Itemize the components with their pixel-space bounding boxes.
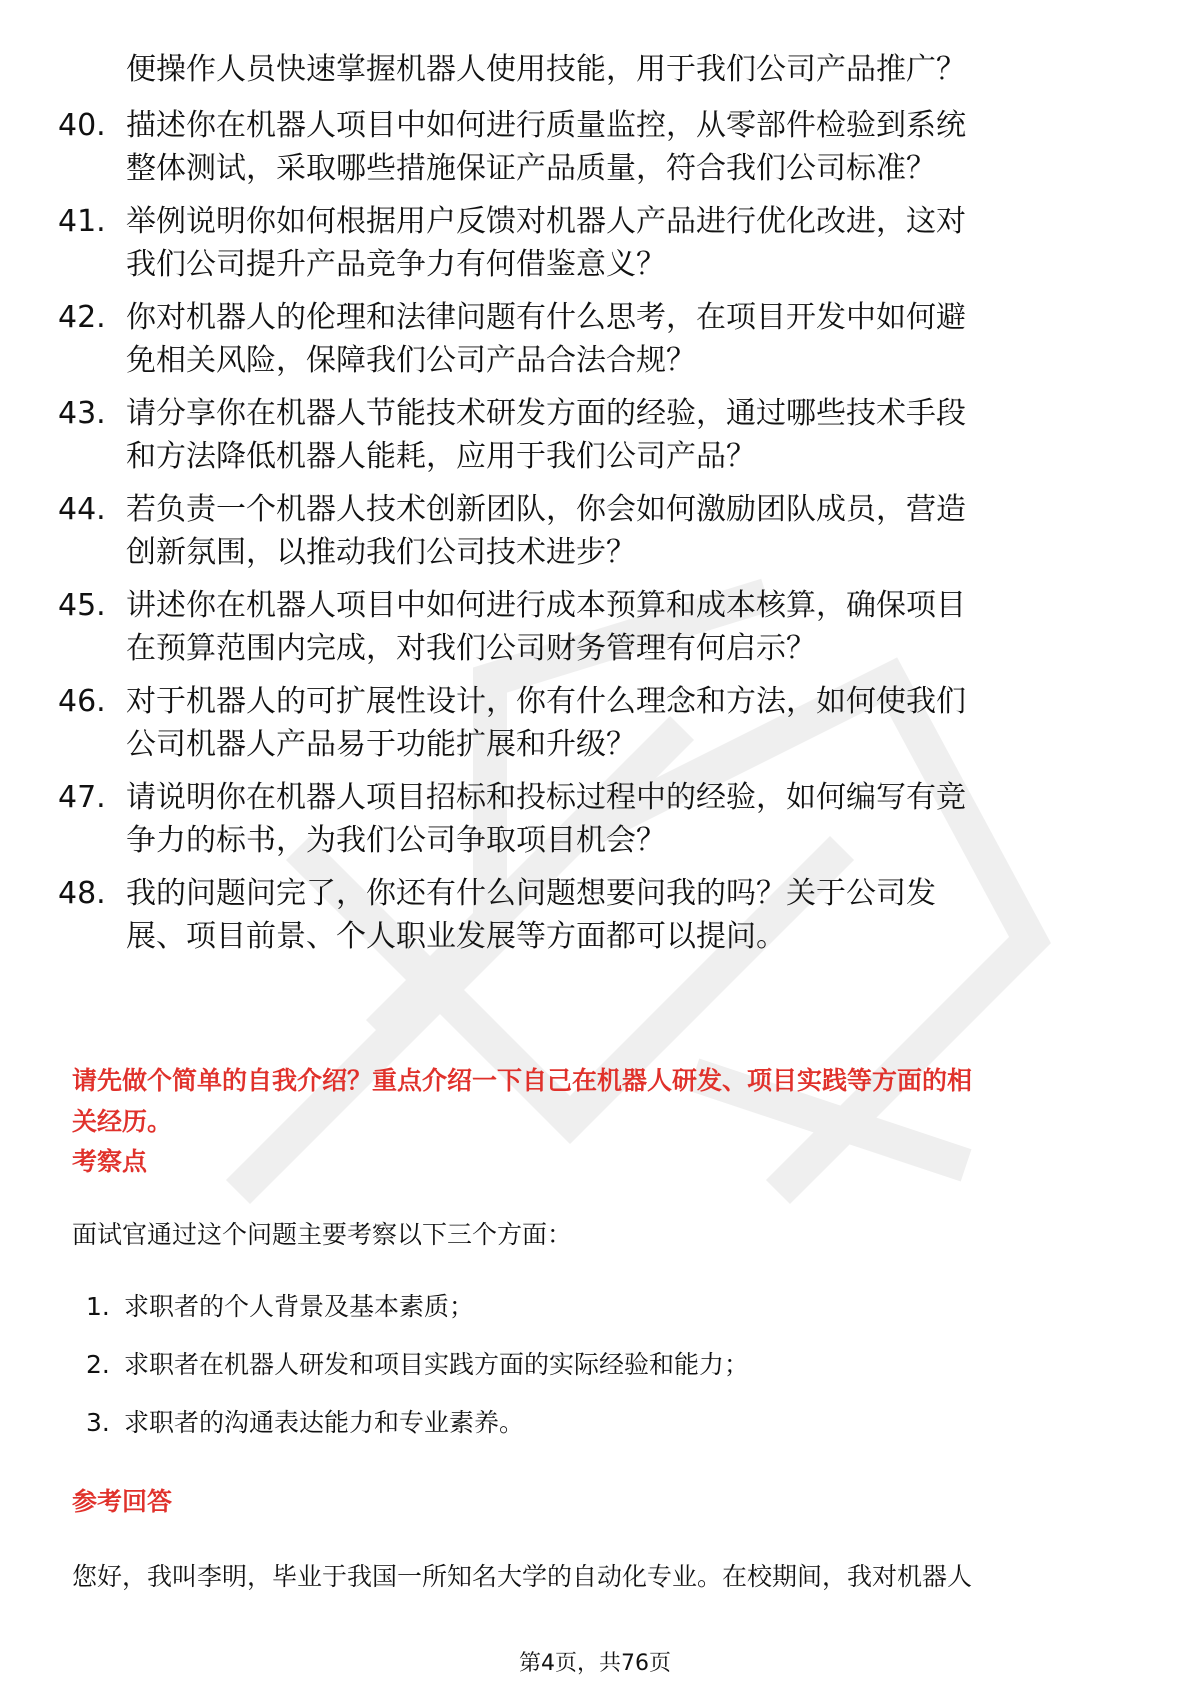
question-number: 42.	[58, 300, 106, 335]
question-text-line: 创新氛围，以推动我们公司技术进步？	[126, 535, 636, 570]
question-item	[58, 584, 1118, 670]
list-item	[86, 1348, 749, 1382]
page-number: 第4页，共76页	[519, 1651, 671, 1676]
question-text-line: 讲述你在机器人项目中如何进行成本预算和成本核算，确保项目	[126, 588, 966, 623]
list-item-number: 1.	[86, 1292, 110, 1321]
question-item	[58, 776, 1118, 862]
featured-question-line: 请先做个简单的自我介绍？重点介绍一下自己在机器人研发、项目实践等方面的相	[72, 1066, 973, 1095]
question-number: 46.	[58, 684, 106, 719]
question-text-line: 公司机器人产品易于功能扩展和升级？	[126, 727, 636, 762]
list-item-text: 求职者的沟通表达能力和专业素养。	[124, 1408, 525, 1437]
question-item	[58, 392, 1118, 478]
question-text-line: 描述你在机器人项目中如何进行质量监控，从零部件检验到系统	[126, 108, 966, 143]
question-number: 40.	[58, 108, 106, 143]
question-item	[58, 488, 1118, 574]
assessment-heading: 考察点	[72, 1147, 148, 1176]
question-number: 43.	[58, 396, 106, 431]
question-text-line: 争力的标书，为我们公司争取项目机会？	[126, 823, 666, 858]
question-continuation: 便操作人员快速掌握机器人使用技能，用于我们公司产品推广？	[126, 52, 966, 87]
list-item	[86, 1406, 524, 1440]
question-item	[58, 104, 1118, 190]
question-text-line: 整体测试，采取哪些措施保证产品质量，符合我们公司标准？	[126, 151, 936, 186]
list-item-text: 求职者在机器人研发和项目实践方面的实际经验和能力；	[124, 1350, 750, 1379]
question-text-line: 请分享你在机器人节能技术研发方面的经验，通过哪些技术手段	[126, 396, 966, 431]
question-text-line: 你对机器人的伦理和法律问题有什么思考，在项目开发中如何避	[126, 300, 966, 335]
list-item-text: 求职者的个人背景及基本素质；	[124, 1292, 475, 1321]
list-item-number: 3.	[86, 1408, 110, 1437]
question-text-line: 我们公司提升产品竞争力有何借鉴意义？	[126, 247, 666, 282]
question-number: 41.	[58, 204, 106, 239]
reference-answer-text: 您好，我叫李明，毕业于我国一所知名大学的自动化专业。在校期间，我对机器人	[72, 1562, 973, 1591]
question-text-line: 若负责一个机器人技术创新团队，你会如何激励团队成员，营造	[126, 492, 966, 527]
question-item	[58, 872, 1118, 958]
list-item	[86, 1290, 474, 1324]
question-number: 48.	[58, 876, 106, 911]
question-text-line: 对于机器人的可扩展性设计，你有什么理念和方法，如何使我们	[126, 684, 966, 719]
featured-question	[72, 1060, 1122, 1142]
question-text-line: 展、项目前景、个人职业发展等方面都可以提问。	[126, 919, 786, 954]
assessment-intro: 面试官通过这个问题主要考察以下三个方面：	[72, 1220, 573, 1249]
question-text-line: 和方法降低机器人能耗，应用于我们公司产品？	[126, 439, 756, 474]
question-item	[58, 200, 1118, 286]
question-item	[58, 296, 1118, 382]
question-text-line: 在预算范围内完成，对我们公司财务管理有何启示？	[126, 631, 816, 666]
question-text-line: 免相关风险，保障我们公司产品合法合规？	[126, 343, 696, 378]
question-text-line: 举例说明你如何根据用户反馈对机器人产品进行优化改进，这对	[126, 204, 966, 239]
question-number: 44.	[58, 492, 106, 527]
featured-question-line: 关经历。	[72, 1107, 173, 1136]
reference-heading: 参考回答	[72, 1487, 173, 1516]
question-text-line: 请说明你在机器人项目招标和投标过程中的经验，如何编写有竞	[126, 780, 966, 815]
question-text-line: 我的问题问完了，你还有什么问题想要问我的吗？关于公司发	[126, 876, 936, 911]
question-item	[58, 680, 1118, 766]
list-item-number: 2.	[86, 1350, 110, 1379]
question-number: 45.	[58, 588, 106, 623]
question-number: 47.	[58, 780, 106, 815]
